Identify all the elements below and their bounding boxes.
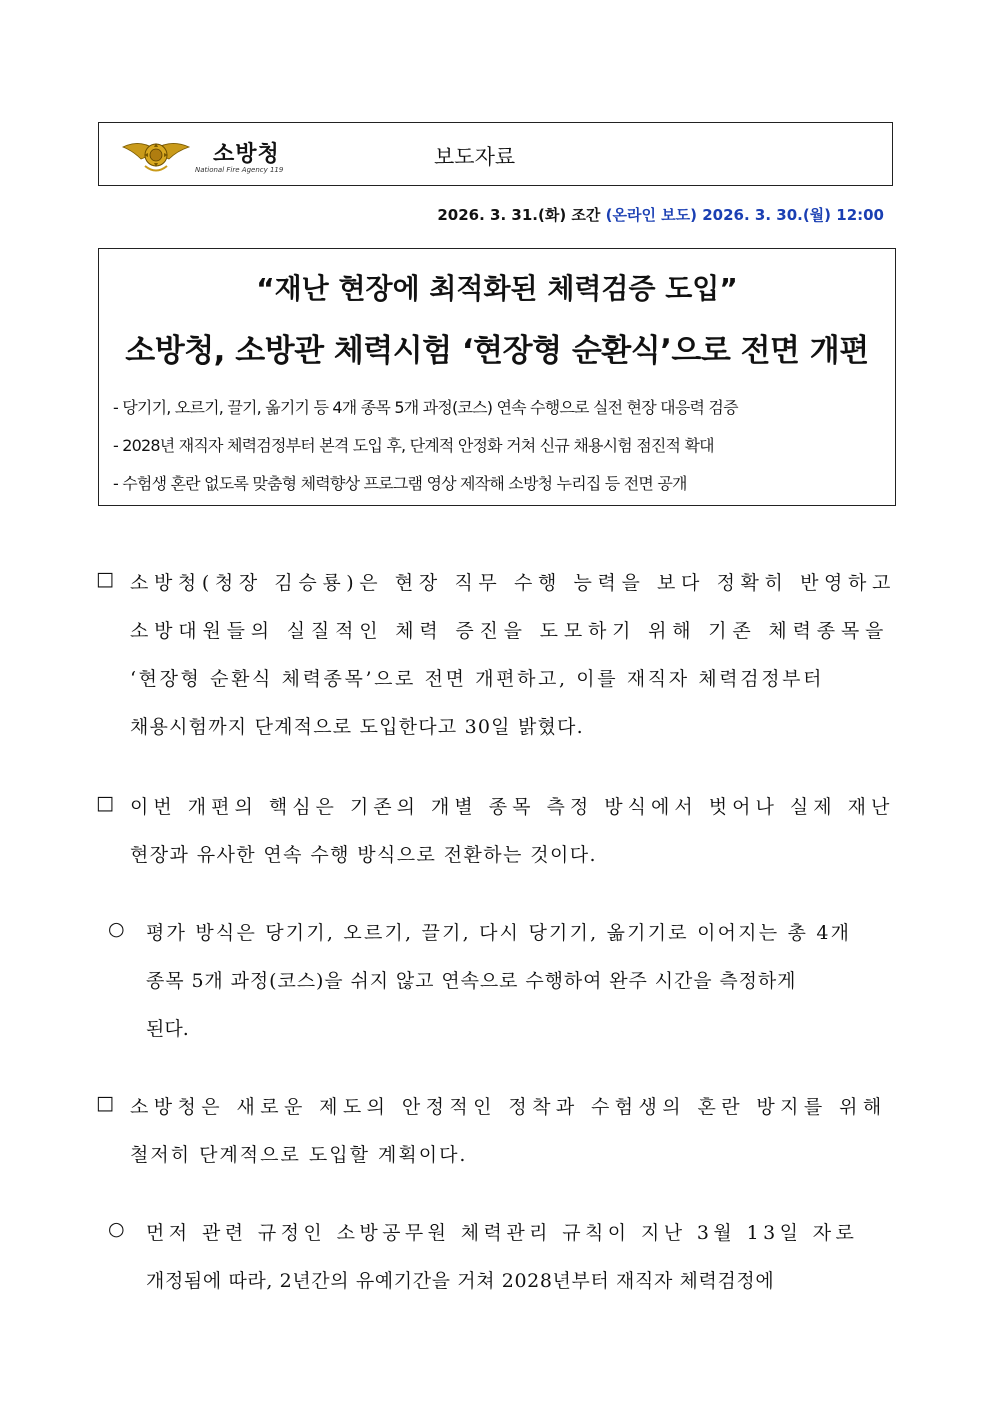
paragraph-line: 소방청은 새로운 제도의 안정적인 정착과 수험생의 혼란 방지를 위해 bbox=[130, 1096, 887, 1118]
subheadline: - 2028년 재직자 체력검정부터 본격 도입 후, 단계적 안정화 거쳐 신규 채용시험 점진적 확대 bbox=[113, 436, 714, 455]
paragraph-line: 된다. bbox=[146, 1018, 189, 1040]
paragraph-line: 개정됨에 따라, 2년간의 유예기간을 거쳐 2028년부터 재직자 체력검정에 bbox=[146, 1270, 775, 1292]
subheadline: - 당기기, 오르기, 끌기, 옮기기 등 4개 종목 5개 과정(코스) 연속 수행으로 실전 현장 대응력 검증 bbox=[113, 398, 738, 417]
agency-logo bbox=[121, 133, 301, 177]
paragraph-line: 현장과 유사한 연속 수행 방식으로 전환하는 것이다. bbox=[130, 844, 597, 866]
paragraph-line: 이번 개편의 핵심은 기존의 개별 종목 측정 방식에서 벗어나 실제 재난 bbox=[130, 796, 895, 818]
circle-bullet: ○ bbox=[108, 1218, 125, 1240]
org-name-ko: 소방청 bbox=[213, 142, 280, 167]
emblem-icon bbox=[121, 133, 191, 177]
doc-type-title: 보도자료 bbox=[434, 145, 516, 169]
circle-bullet: ○ bbox=[108, 918, 125, 940]
org-name-en: National Fire Agency 119 bbox=[195, 166, 284, 174]
paragraph-line: 채용시험까지 단계적으로 도입한다고 30일 밝혔다. bbox=[130, 716, 584, 738]
subheadline: - 수험생 혼란 없도록 맞춤형 체력향상 프로그램 영상 제작해 소방청 누리집 등 전면 공개 bbox=[113, 474, 687, 493]
headline-box bbox=[98, 248, 896, 506]
online-release-date: (온라인 보도) 2026. 3. 30.(월) 12:00 bbox=[605, 206, 884, 224]
paragraph-line: 평가 방식은 당기기, 오르기, 끌기, 다시 당기기, 옮기기로 이어지는 총 4개 bbox=[146, 922, 852, 944]
paragraph-line: 먼저 관련 규정인 소방공무원 체력관리 규칙이 지난 3월 13일 자로 bbox=[146, 1222, 859, 1244]
headline-quote: “재난 현장에 최적화된 체력검증 도입” bbox=[256, 272, 738, 305]
embargo-dateline bbox=[437, 204, 884, 225]
headline-main: 소방청, 소방관 체력시험 ‘현장형 순환식’으로 전면 개편 bbox=[125, 333, 869, 369]
paragraph-line: 종목 5개 과정(코스)을 쉬지 않고 연속으로 수행하여 완주 시간을 측정하게 bbox=[146, 970, 797, 992]
paragraph-line: 소방청(청장 김승룡)은 현장 직무 수행 능력을 보다 정확히 반영하고 bbox=[130, 572, 896, 594]
paragraph-line: 철저히 단계적으로 도입할 계획이다. bbox=[130, 1144, 468, 1166]
paragraph-line: ‘현장형 순환식 체력종목’으로 전면 개편하고, 이를 재직자 체력검정부터 bbox=[130, 668, 825, 690]
square-bullet: □ bbox=[96, 1092, 114, 1114]
embargo-date: 2026. 3. 31.(화) 조간 bbox=[437, 206, 601, 224]
paragraph-line: 소방대원들의 실질적인 체력 증진을 도모하기 위해 기존 체력종목을 bbox=[130, 620, 890, 642]
press-header bbox=[98, 122, 893, 186]
square-bullet: □ bbox=[96, 568, 114, 590]
square-bullet: □ bbox=[96, 792, 114, 814]
